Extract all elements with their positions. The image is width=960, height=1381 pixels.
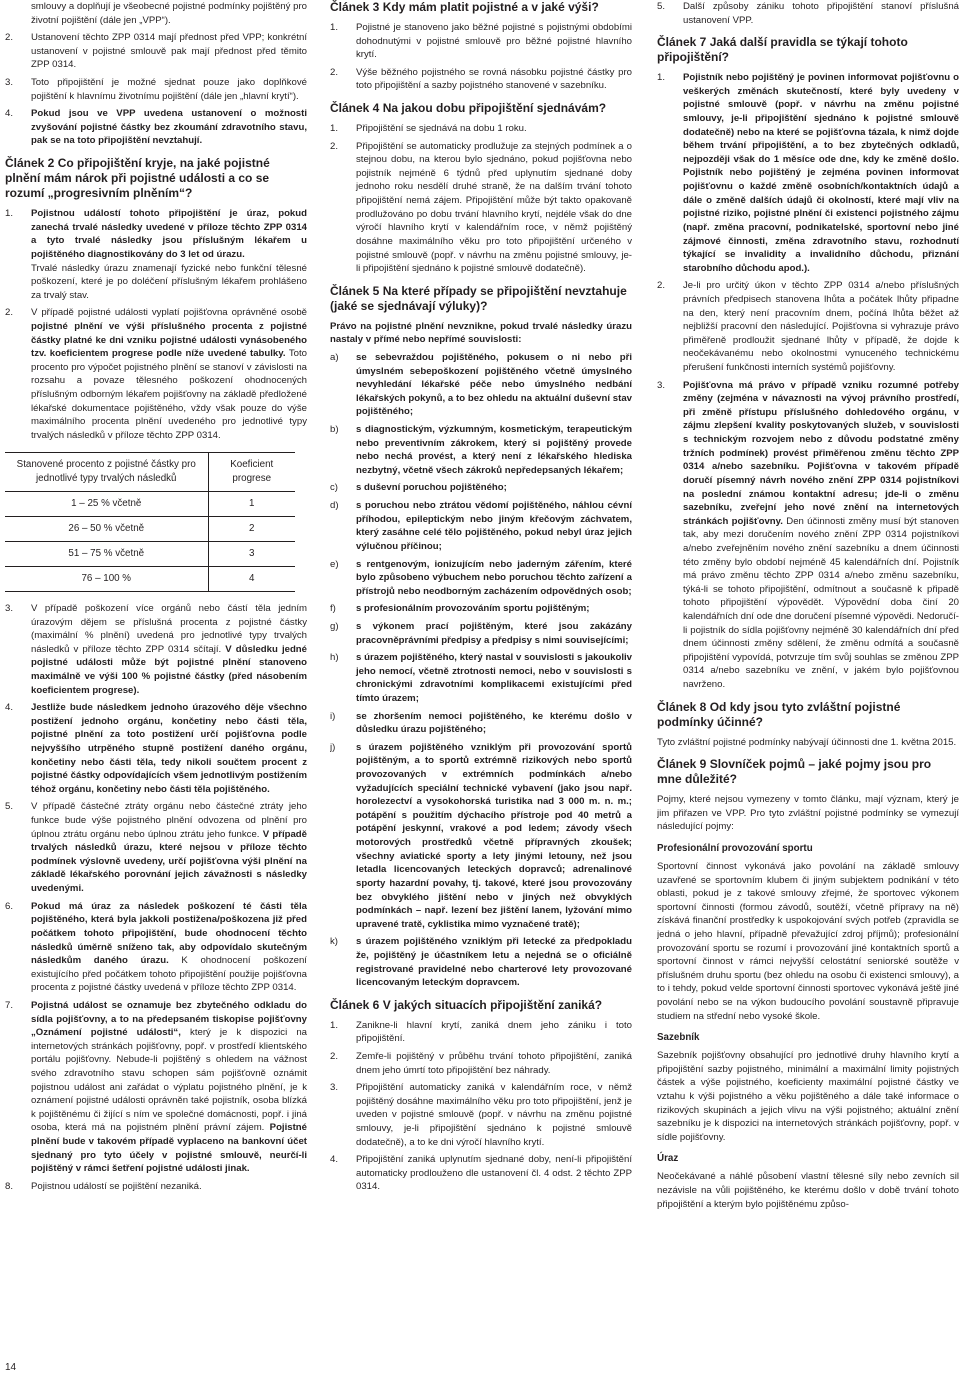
item-number: 1. [330,22,339,33]
text: který je k dispozici na internetových stránkách pojišťovny, popř. v prostředí klientského portálu pojišťovny. Nebude-li pojištěný s ohledem na vážnost svého zdravotního stavu schopen sám pojišťovně oznámit pojistnou událost ani zařádat o výplatu pojistného plnění, je k oznámení pojistné události oprávněn také pojistník, osoba blízká k pojištěnému či žijící s ním ve společné domácnosti, popř. i jiná osoba, která má na pojistném plnění právní zájem. [31,1027,307,1134]
item-number: 2. [330,66,339,78]
item-number: 1. [657,72,666,84]
table-row [5,492,295,517]
text: V případě pojistné události vyplatí pojišťovna oprávněné osobě [31,307,307,319]
item-text: Pokud jsou ve VPP uvedena ustanovení o možnosti zvyšování pojistné částky bez zkoumání zdravotního stavu, pak se na toto připojištění nevztahují. [31,108,307,147]
item-text: s úrazem pojištěného vzniklým při provozování sportů pojištěným, a to sportů extrémně rizikových nebo sportů provozovaných v extrémních podmínkách a/nebo vyžadujících speciální technické vybavení (jako jsou např. horolezectví a vysokohorská turistika nad 3 000 m. n. m.; potápění s použitím dýchacího přístroje pod 40 metrů a potápění jeskynní, vrakové a pod ledem; závody všech motorových prostředků včetně přípravných zkoušek; všechny aviatické sporty a lety jinými letouny, než jsou letadla licencovaných leteckých dopravců; adrenalinové sporty hazardní povahy, tj. takové, které jsou provozovány bez obvyklého jištění nebo v jiných než obvyklých podmínkách – např. lezení bez jištění lanem, lyžování mimo upravené tratě, cyklistika mimo vyznačené tratě); [356,741,632,930]
paragraph: Právo na pojistné plnění nevznikne, pokud trvalé následky úrazu nastaly v přímé nebo nepřímé souvislosti: [330,320,632,346]
item-number: 4. [5,702,14,714]
item-letter: f) [330,603,336,615]
item-letter: k) [330,936,338,948]
item-letter: i) [330,710,336,722]
item-number: 3. [5,602,14,614]
table-cell: 76 – 100 % [5,566,208,591]
list-item [330,651,632,705]
item-text: Výše běžného pojistného se rovná násobku pojistné částky pro toto připojištění a sazby pojistného stanovené v sazebníku. [356,66,632,92]
item-number: 3. [330,1082,339,1094]
list-item [5,76,307,103]
item-text: Připojištění zaniká uplynutím sjednané doby, není-li připojištění automaticky prodlouženo dle ustanovení čl. 4 odst. 2 těchto ZPP 0314. [356,1154,632,1193]
table-cell: 1 – 25 % včetně [5,492,208,517]
list-item [330,1019,632,1046]
item-text: s rentgenovým, ionizujícím nebo jaderným zářením, které bylo způsobeno výbuchem nebo poruchou těchto zařízení a přístrojů nebo neodborným zacházením odpovědných osob; [356,558,632,597]
item-text: s poruchou nebo ztrátou vědomí pojištěného, náhlou cévní příhodou, epileptickým nebo jiným křečovým záchvatem, který zasáhne celé tělo pojištěného, pokud nebyl úraz jejich výlučnou příčinou; [356,500,632,552]
item-text: se sebevraždou pojištěného, pokusem o ni nebo při úmyslném sebepoškození pojištěného včetně úmyslného nevyhledání lékařské péče nebo úmyslného nedbání lékařských pokynů, a to bez ohledu na aktuální duševní stav pojištěného; [356,351,632,418]
bold-text: V důsledku jedné pojistné události může být pojistné plnění stanoveno maximálně ve výši 100 % pojistné částky (před násobením koeficientem progrese). [31,643,307,696]
list-item [5,900,307,995]
text: Den účinnosti změny musí být stanoven tak, aby mezi doručením nového znění ZPP 0314 pojistníkovi a/nebo zveřejněním nového znění sazebníku a dnem účinnosti této změny bylo období nejméně 45 kalendářních dní. Pojistník má právo změnu těchto ZPP 0314 a/nebo změnu sazebníku, týká-li se tohoto připojištění, odmítnout a současně k připadě tohoto připojištění výpovědět. Výpovědní doba činí 20 kalendářních dní ode dne doručení písemné výpovědi. Nedoručí-li pojistník do sídla pojišťovny nejméně 30 kalendářních dní před dnem účinnosti změny sdělení, že změnu odmítá a současně připojištění vypovídá, potvrzuje tím svůj souhlas se změnou ZPP 0314 a/nebo sazebníku ve znění, v jakém bylo pojišťovnou navrženo. [683,515,959,691]
item-number: 1. [5,208,14,220]
list-item [330,423,632,477]
item-number: 3. [657,379,666,391]
list-item [330,710,632,737]
coefficient-table [5,452,295,591]
item-letter: c) [330,482,338,494]
text: smlouvy a doplňují je všeobecné pojistné podmínky pojištěný pro životní pojištění (dále jen „VPP“). [31,1,307,26]
column-right [657,0,959,1381]
text: V případě poškození více orgánů nebo částí těla jedním úrazovým dějem se příslušná procenta z pojistné částky (maximální % plnění) uvedená pro jednotlivé typy trvalých následků v příloze těchto ZPP 0314 sčítají. [31,602,307,655]
item-text [31,207,307,302]
list-item [657,0,959,27]
table-row [5,542,295,567]
term-definition: Neočekávané a náhlé působení vlastní tělesné síly nebo zevních sil nezávisle na vůli pojištěného, ke kterému došlo v době trvání tohoto připojištění a kterým bylo pojištěnému způso- [657,1171,959,1210]
list-item [330,351,632,419]
item-text: Ustanovení těchto ZPP 0314 mají přednost před VPP; konkrétní ustanovení v pojistné smlouvě pak mají přednost před těmito ZPP 0314. [31,32,307,71]
item-text: s profesionálním provozováním sportu pojištěným; [356,603,590,615]
list-item [5,107,307,148]
item-number: 7. [5,999,14,1011]
item-text [31,900,307,995]
term-heading: Úraz [657,1153,679,1165]
list-item [5,207,307,302]
item-letter: h) [330,652,339,664]
item-number: 2. [657,280,666,292]
list-item [657,71,959,275]
item-text: Pojistné je stanoveno jako běžné pojistné s pojistnými obdobími dohodnutými v pojistné smlouvě pro běžné pojistné hlavního krytí. [356,22,632,61]
item-number: 1. [330,1019,339,1031]
list-item [330,1081,632,1149]
list-item [330,122,632,136]
bold-text: Pojistnou událostí tohoto připojištění je úraz, pokud zanechá trvalé následky uvedené v příloze těchto ZPP 0314 a tyto trvalé následky jsou příslušným lékařem u pojištěného diagnostikovány do 3 let od úrazu. [31,208,307,260]
item-text: Zemře-li pojištěný v průběhu trvání tohoto připojištění, zaniká dnem jeho úmrtí toto připojištění bez náhrady. [356,1051,632,1076]
item-text [683,379,959,692]
item-letter: j) [330,741,336,753]
table-header: Koeficient progrese [208,453,295,492]
item-text: Pojistník nebo pojištěný je povinen informovat pojišťovnu o veškerých změnách skutečností, které byly uvedeny v pojistné smlouvě (popř. v návrhu na změnu pojistné smlouvy, je-li připojištění sjednáno k pojistné smlouvě dodatečně) nebo na které se pojišťovna tázala, k nimž dojde během trvání připojištění, a to bez zbytečných odkladů, nejpozději však do 1 měsíce ode dne, kdy ke změně došlo. Pojistník nebo pojištěný je zejména povinen informovat pojišťovnu o každé změně osobních/kontaktních údajů a dále o změně dalších údajů či okolností, které mají vliv na pojistné riziko, pojistné plnění či existenci pojistného zájmu (např. změna pracovní, podnikatelské, sportovní nebo jiné zájmové činnosti, změna zdravotního stavu, rozhodnutí týkající se invalidity a invalidního důchodu, přiznání starobního důchodu apod.). [683,72,959,274]
list-item [330,66,632,93]
list-item [330,140,632,276]
article-heading: Článek 4 Na jakou dobu připojištění sjednávám? [330,101,607,116]
table-cell: 51 – 75 % včetně [5,542,208,567]
item-letter: a) [330,351,339,363]
item-text: Pojistnou událostí se pojištění nezaniká. [31,1180,202,1192]
term-heading: Sazebník [657,1032,700,1044]
table-cell: 1 [208,492,295,517]
item-number: 8. [5,1180,14,1192]
item-letter: b) [330,424,339,436]
item-text: s diagnostickým, výzkumným, kosmetickým, terapeutickým nebo preventivním zákrokem, který si pojištěný provede nebo nechá provést, a který není z lékařského hlediska nezbytný, včetně všech zákroků nepředepsaných lékařem; [356,424,632,476]
list-item [330,499,632,553]
column-middle [330,0,632,1381]
item-text: s duševní poruchou pojištěného; [356,482,507,494]
item-text: Další způsoby zániku tohoto připojištění stanoví příslušná ustanovení VPP. [683,1,959,26]
term-definition: Sazebník pojišťovny obsahující pro jednotlivé druhy hlavního krytí a připojištění sazby pojistného, minimální a maximální limity pojistných částek a výše pojistného, koeficienty maximální pojistné částky ve vztahu k výši pojistného a věku pojištěného a dále také informace o rizikových skupinách a jejich vlivu na výši pojistného; aktuální znění sazebníku je k dispozici na internetových stránkách pojišťovny, popř. v sídle pojišťovny. [657,1050,959,1143]
list-item [330,481,632,495]
item-text [31,306,307,442]
text: Toto procento pro výpočet pojistného plnění se stanoví v závislosti na rozsahu a povaze tělesného poškození ohodnocených příslušným odborným lékařem pojišťovny na základě předložené lékařské dokumentace pojištěného, vždy však pouze do výše maximálního procenta plnění uvedeného pro jednotlivé typy trvalých následků v příloze těchto ZPP 0314. [31,348,307,441]
item-number: 5. [5,801,14,813]
table-cell: 26 – 50 % včetně [5,517,208,542]
item-text: Připojištění se automaticky prodlužuje za stejných podmínek a o stejnou dobu, na kterou bylo sjednáno, pokud pojišťovna nebo pojistník nejméně 6 týdnů před uplynutím sjednané doby jednoho roku nesdělí druhé straně, že na dalším trvání tohoto připojištění nemá zájem. Připojištění může být takto opakovaně prodlužováno po dobu trvání hlavního krytí, nejdéle však do dne výročí hlavního krytí v kalendářním roce, v němž pojištěný dosáhne maximálního věku pro toto připojištění určeného v pojistné smlouvě (popř. v návrhu na změnu pojistné smlouvy, je-li připojištění sjednáno k pojistné smlouvě dodatečně). [356,140,632,275]
item-text [31,602,307,697]
paragraph: Tyto zvláštní pojistné podmínky nabývají účinnosti dne 1. května 2015. [657,736,957,748]
paragraph: Pojmy, které nejsou vymezeny v tomto článku, mají význam, který je jim přiřazen ve VPP. Pro tyto zvláštní pojistné podmínky se vymezují následující pojmy: [657,794,959,833]
list-item [5,701,307,796]
item-text: Zanikne-li hlavní krytí, zaniká dnem jeho zániku i toto připojištění. [356,1019,632,1045]
item-number: 4. [330,1154,339,1166]
item-number: 2. [330,1051,339,1062]
item-letter: d) [330,500,339,512]
article-heading: Článek 6 V jakých situacích připojištění zaniká? [330,997,603,1012]
item-number: 5. [657,1,666,12]
term-heading: Profesionální provozování sportu [657,843,813,855]
bold-text: Pokud má úraz za následek poškození té části těla pojištěného, která byla jakkoli postižena/poškozena již před počátkem tohoto připojištění, bude ohodnocení těchto následků úměrně sníženo tak, aby odpovídalo skutečným následkům daného úrazu. [31,900,307,967]
item-number: 3. [5,77,14,89]
list-item [5,602,307,697]
list-item [5,800,307,895]
table-header-row [5,453,295,492]
item-text [31,800,307,895]
paragraph-continuation [5,0,307,27]
item-number: 2. [5,307,14,319]
list-item [5,1180,307,1194]
table-header: Stanovené procento z pojistné částky pro jednotlivé typy trvalých následků [5,453,208,492]
list-item [330,21,632,62]
page-number: 14 [5,1362,17,1373]
list-item [657,279,959,374]
list-item [330,620,632,647]
item-number: 1. [330,123,339,135]
list-item [330,935,632,989]
text: K ohodnocení poškození existujícího před počátkem tohoto připojištění použije pojišťovna procenta z pojistné částky uvedená v příloze těchto ZPP 0314. [31,955,307,994]
bold-text: Pojistné plnění bude v takovém případě vyplaceno na bankovní účet sjednaný pro tyto účely v pojistné smlouvě, neurčí-li pojištěný v rámci šetření pojistné události jinak. [31,1122,307,1175]
bold-text: pojistné plnění ve výši příslušného procenta z pojistné částky platné ke dni vzniku pojistné události vynásobeného tzv. koeficientem progrese podle níže uvedené tabulky. [31,320,307,360]
article-heading: Článek 5 Na které případy se připojištění nevztahuje (jaké se sjednávají výluky)? [330,283,627,313]
item-text: Připojištění automaticky zaniká v kalendářním roce, v němž pojištěný dosáhne maximálního věku pro toto připojištění, jenž je uveden v pojistné smlouvě (popř. v návrhu na změnu pojistné smlouvy, je-li připojištění sjednáno k pojistné smlouvě dodatečně), a to ke dni výročí hlavního krytí. [356,1082,632,1148]
item-letter: e) [330,558,339,570]
article-heading: Článek 3 Kdy mám platit pojistné a v jaké výši? [330,0,599,14]
list-item [330,602,632,616]
item-text: Toto připojištění je možné sjednat pouze jako doplňkové pojištění k hlavnímu životnímu pojištění (dále jen „hlavní krytí“). [31,77,307,102]
item-text [31,999,307,1176]
list-item [5,31,307,72]
item-number: 6. [5,900,14,912]
table-cell: 2 [208,517,295,542]
text: Trvalé následky úrazu znamenají fyzické nebo funkční tělesné poškození, které je po doléčení příslušným lékařem prohlášeno za trvalý stav. [31,262,307,301]
item-text: se zhoršením nemoci pojištěného, ke kterému došlo v důsledku úrazu pojištěného; [356,710,632,736]
list-item [330,1050,632,1077]
article-heading: Článek 7 Jaká další pravidla se týkají tohoto připojištění? [657,35,908,65]
item-number: 2. [330,140,339,152]
list-item [330,1153,632,1194]
list-item [657,379,959,692]
item-text: s úrazem pojištěného vzniklým při letecké za předpokladu že, pojištěný je účastníkem letu a nejedná se o oficiálně registrované pravidelné nebo charterové lety provozované licencovaným leteckým dopravcem. [356,936,632,989]
table-cell: 3 [208,542,295,567]
item-number: 4. [5,108,14,120]
list-item [5,999,307,1176]
bold-text: Pojišťovna má právo v případě vzniku rozumné potřeby změny (zejména v návaznosti na vývoj právního prostředí, při změně přístupu příslušného dohledového orgánu, v zájmu zlepšení kvality poskytovaných služeb, v souvislosti s technickým rozvojem nebo z důvodu podstatné změny tržních podmínek) provést přiměřenou změnu těchto ZPP 0314 a/nebo sazebníku. Pojišťovna v takovém případě doručí písemný návrh nového znění ZPP 0314 pojistníkovi na poslední známou kontaktní adresu; jde-li o změnu sazebníku, zveřejní jeho nové znění na internetových stránkách pojišťovny. [683,379,959,527]
list-item [5,306,307,442]
table-row [5,517,295,542]
bold-text: Pojistná událost se oznamuje bez zbytečného odkladu do sídla pojišťovny, a to na předepsaném tiskopise pojišťovny „Oznámení pojistné události“, [31,999,307,1039]
article-heading: Článek 9 Slovníček pojmů – jaké pojmy jsou pro mne důležité? [657,757,932,787]
item-text: Připojištění se sjednává na dobu 1 roku. [356,123,527,135]
table-row [5,566,295,591]
list-item [330,741,632,932]
item-text: s výkonem prací pojištěným, které jsou zakázány pracovněprávními předpisy a předpisy s nimi souvisejícími; [356,620,632,646]
table-cell: 4 [208,566,295,591]
term-definition: Sportovní činnost vykonává jako povolání na základě smlouvy uzavřené se sportovním klubem či jiným subjektem podnikání v této oblasti, pokud je z takové smlouvy zřejmé, že sportovec výkonem sportovní činnosti (formou závodů, soutěží, včetně přípravy na ně) získává finanční prostředky k uspokojování svých potřeb (zpravidla se jedná o jeho hlavní, případně převažující zdroj příjmů); profesionální provozování sportu se rozumí i provozování jiné kontaktních sportů a sportovní činnost v rámci nejvyšší celostátní seniorské soutěže v příslušném druhu sportu (bez ohledu na osobu či existenci smlouvy), a to i tehdy, pokud velde sportovní činnosti sportovec vykonává ještě jiné povolání nebo se na výkon budoucího povolání soustavně připravuje studiem na střední nebo vysoké škole. [657,860,959,1022]
column-left [5,0,307,1381]
item-letter: g) [330,620,339,632]
article-heading: Článek 8 Od kdy jsou tyto zvláštní pojistné podmínky účinné? [657,699,901,729]
list-item [330,558,632,599]
article-heading: Článek 2 Co připojištění kryje, na jaké pojistné plnění mám nárok při pojistné události a co se rozumí „progresivním plněním“? [5,156,270,201]
item-text: Jestliže bude následkem jednoho úrazového děje všechno postižení jednoho orgánu, končetiny nebo části těla, pojistné plnění za toto postižení určí pojišťovna podle nejvyššího utrpěného stupně postižení daného orgánu, končetiny nebo části těla, tedy nikoli součtem procent z pojistné částky odpovídajících všem jednotlivým postižením téhož orgánu, končetiny nebo části těla pojištěného. [31,702,307,795]
item-text: Je-li pro určitý úkon v těchto ZPP 0314 a/nebo příslušných právních předpisech stanovena lhůta a počátek lhůty připadne na den, který není pracovním dnem, počíná lhůta běžet až nejbližší pracovní den následující. Pojišťovna si vyhrazuje právo přiměřeně prodloužit sjednané lhůty v případě, že dojde k neočekávanému nebo okolnostmi vynuceného technickému přerušení funkčnosti interních systémů pojišťovny. [683,280,959,374]
text: V případě částečné ztráty orgánu nebo částečné ztráty jeho funkce bude výše pojistného plnění odvozena od plnění pro úplnou ztrátu orgánu nebo úplnou ztrátu jeho funkce. [31,801,307,840]
bold-text: V případě trvalých následků úrazu, které nejsou v příloze těchto podmínek výslovně uvedeny, určí pojišťovna výši plnění na základě lékařského porovnání jejich závažnosti s následky uvedenými. [31,828,307,895]
item-number: 2. [5,32,14,44]
item-text: s úrazem pojištěného, který nastal v souvislosti s jakoukoliv jeho nemocí, včetně ztrotnosti nemoci, nebo v souvislosti s chronickými zdravotními komplikacemi existujícími před tímto úrazem; [356,652,632,704]
